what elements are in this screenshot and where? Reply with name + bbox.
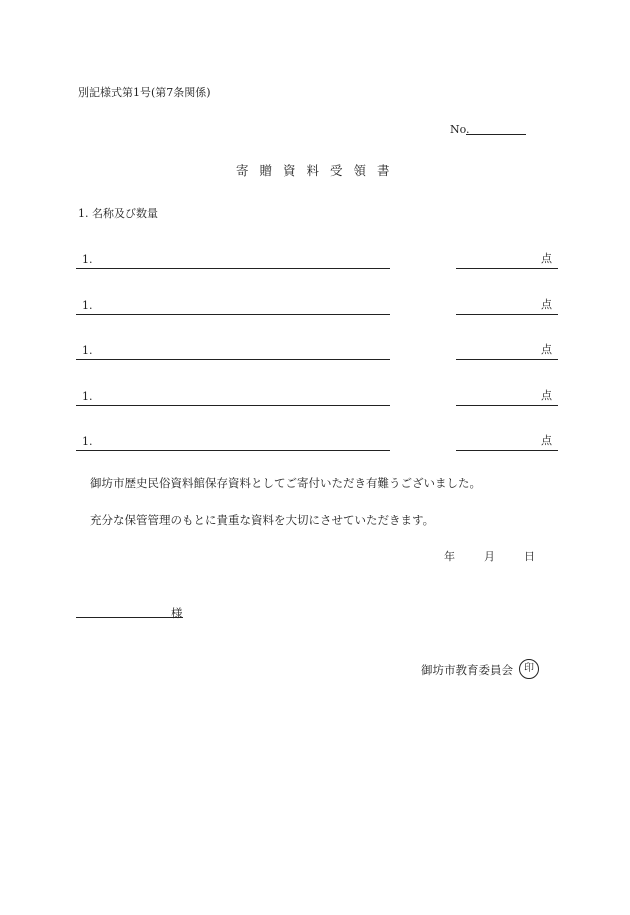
form-number: 別記様式第1号(第7条関係) [78,86,211,99]
thanks-message: 御坊市歴史民俗資料館保存資料としてご寄付いただき有難うございました。 [90,476,481,490]
official-seal: 印 [519,659,539,679]
recipient-honorific: 様 [171,606,183,620]
item-name-field[interactable] [76,314,390,315]
item-number: 1. [82,253,93,266]
item-count-field[interactable] [456,268,558,269]
date-year-label: 年 [444,550,455,563]
date-month-label: 月 [484,550,495,563]
care-message: 充分な保管管理のもとに貴重な資料を大切にさせていただきます。 [90,513,435,527]
document-number-field[interactable] [466,134,526,135]
item-name-field[interactable] [76,450,390,451]
document-number-label: No. [450,123,470,136]
issuer-name: 御坊市教育委員会 [421,663,513,677]
item-row [76,427,558,451]
item-row [76,382,558,406]
item-name-field[interactable] [76,359,390,360]
date-day-label: 日 [524,550,535,563]
item-row [76,291,558,315]
item-number: 1. [82,299,93,312]
item-unit: 点 [541,298,552,311]
document-title: 寄贈資料受領書 [236,163,401,178]
item-count-field[interactable] [456,450,558,451]
item-number: 1. [82,344,93,357]
section-heading: 1. 名称及び数量 [78,207,158,220]
item-unit: 点 [541,389,552,402]
item-count-field[interactable] [456,359,558,360]
item-name-field[interactable] [76,405,390,406]
item-name-field[interactable] [76,268,390,269]
item-row [76,245,558,269]
item-number: 1. [82,435,93,448]
item-unit: 点 [541,252,552,265]
date-line [444,548,535,564]
item-number: 1. [82,390,93,403]
item-unit: 点 [541,343,552,356]
recipient-name-field[interactable] [76,617,183,618]
item-unit: 点 [541,434,552,447]
item-count-field[interactable] [456,314,558,315]
item-count-field[interactable] [456,405,558,406]
item-row [76,336,558,360]
